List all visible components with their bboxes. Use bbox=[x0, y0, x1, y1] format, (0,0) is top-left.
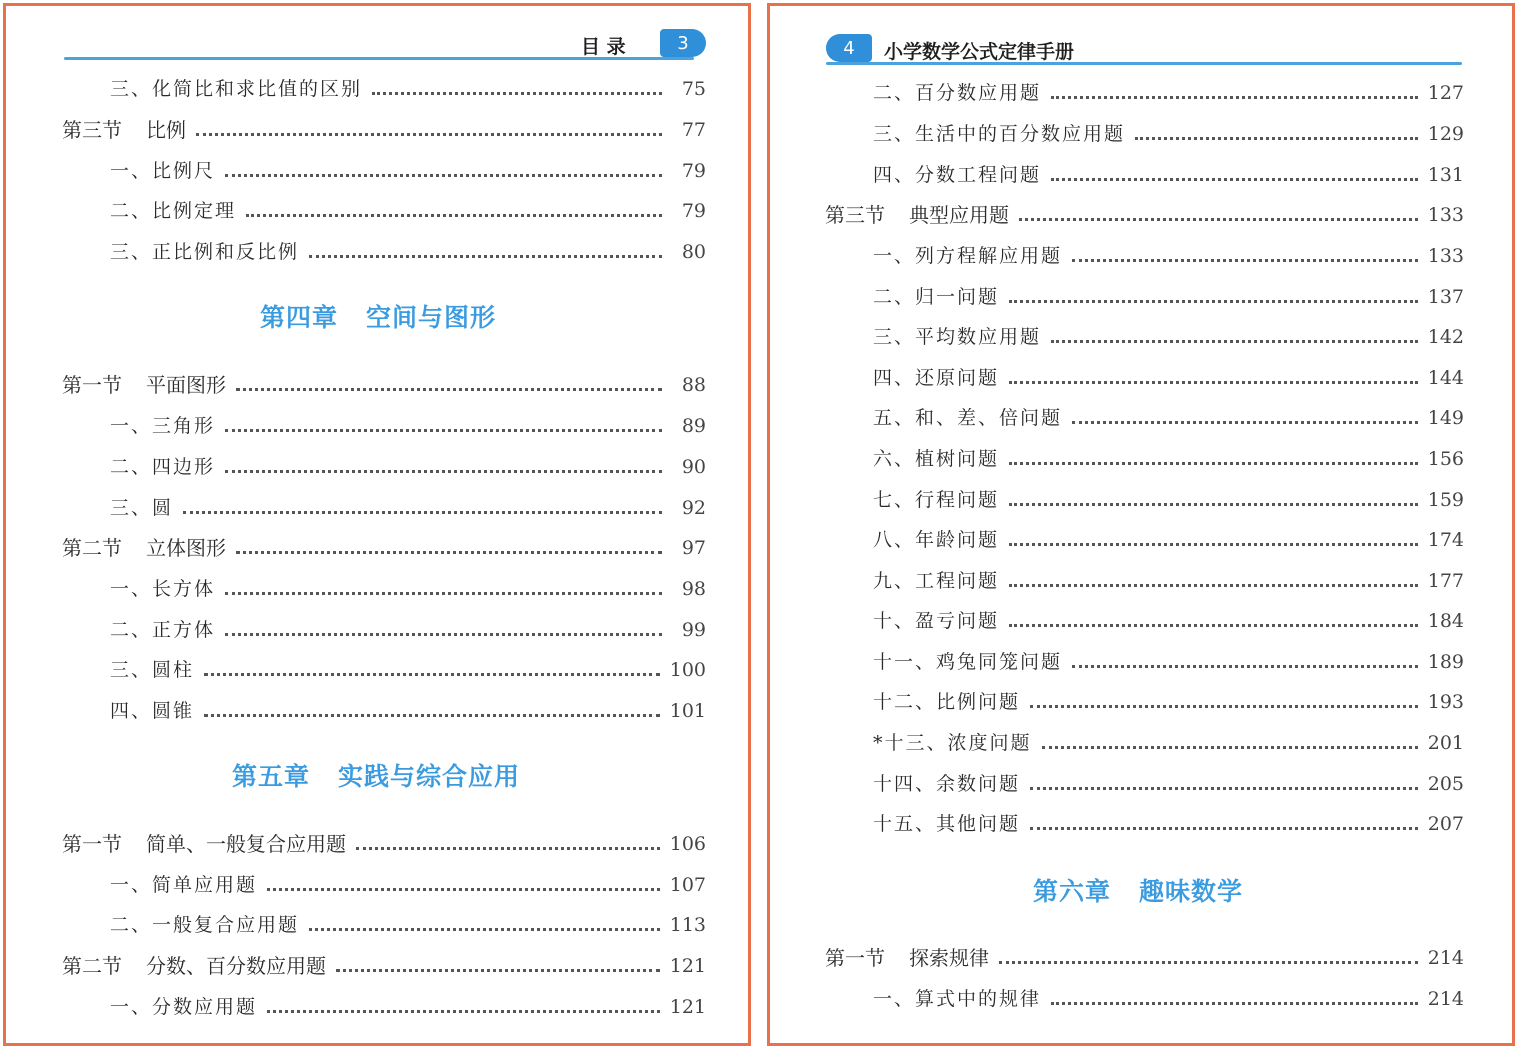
dot-leader bbox=[204, 714, 660, 717]
dot-leader bbox=[204, 673, 660, 676]
toc-item-row[interactable] bbox=[873, 564, 1464, 594]
item-title: 一、简单应用题 bbox=[110, 874, 258, 896]
toc-item-row[interactable] bbox=[873, 76, 1464, 106]
dot-leader bbox=[1009, 624, 1418, 627]
toc-entry-title bbox=[110, 76, 362, 102]
page-number: 156 bbox=[1427, 448, 1464, 470]
page-number: 79 bbox=[681, 200, 706, 222]
section-label: 第一节 bbox=[62, 832, 122, 856]
page-number: 121 bbox=[669, 996, 706, 1018]
page-number: 214 bbox=[1427, 947, 1464, 969]
toc-entry-title bbox=[110, 495, 173, 521]
toc-entry-title bbox=[62, 117, 186, 143]
dot-leader bbox=[1030, 827, 1418, 830]
toc-item-row[interactable] bbox=[110, 908, 706, 938]
page-number: 144 bbox=[1427, 367, 1464, 389]
toc-entry-title bbox=[110, 413, 215, 439]
toc-item-row[interactable] bbox=[873, 401, 1464, 431]
toc-item-row[interactable] bbox=[873, 807, 1464, 837]
page-number: 75 bbox=[681, 78, 706, 100]
item-title: 十四、余数问题 bbox=[873, 773, 1021, 795]
dot-leader bbox=[183, 511, 662, 514]
toc-item-row[interactable] bbox=[110, 450, 706, 480]
toc-entry-title bbox=[873, 527, 999, 553]
dot-leader bbox=[1042, 746, 1418, 749]
toc-entry-title bbox=[873, 162, 1041, 188]
toc-entry-title bbox=[873, 80, 1041, 106]
section-name: 简单、一般复合应用题 bbox=[146, 832, 346, 856]
chapter-label: 第五章 bbox=[232, 762, 311, 791]
toc-item-row[interactable] bbox=[873, 483, 1464, 513]
page-number: 174 bbox=[1427, 529, 1464, 551]
page-number: 92 bbox=[681, 497, 706, 519]
dot-leader bbox=[267, 888, 660, 891]
toc-item-row[interactable] bbox=[110, 235, 706, 265]
dot-leader bbox=[1051, 178, 1418, 181]
toc-entry-title bbox=[110, 198, 236, 224]
item-title: 六、植树问题 bbox=[873, 448, 1000, 470]
toc-entry-title bbox=[110, 912, 299, 938]
toc-item-row[interactable] bbox=[110, 694, 706, 724]
toc-section-row[interactable] bbox=[62, 113, 706, 143]
chapter-label: 第六章 bbox=[1033, 877, 1112, 906]
toc-item-row[interactable] bbox=[110, 491, 706, 521]
page-number: 214 bbox=[1427, 988, 1464, 1010]
page-number: 159 bbox=[1427, 489, 1464, 511]
item-title: 一、比例尺 bbox=[110, 160, 216, 182]
item-title: 八、年龄问题 bbox=[873, 529, 1000, 551]
page-number: 99 bbox=[681, 619, 706, 641]
dot-leader bbox=[999, 961, 1418, 964]
toc-entry-title bbox=[873, 649, 1062, 675]
item-title: 二、比例定理 bbox=[110, 200, 237, 222]
item-title: 一、算式中的规律 bbox=[873, 988, 1042, 1010]
toc-section-row[interactable] bbox=[825, 941, 1464, 971]
page-number: 79 bbox=[681, 160, 706, 182]
page-number: 80 bbox=[681, 241, 706, 263]
dot-leader bbox=[196, 133, 662, 136]
item-title: 二、正方体 bbox=[110, 619, 216, 641]
dot-leader bbox=[1135, 137, 1418, 140]
toc-entry-title bbox=[873, 284, 999, 310]
toc-entry-title bbox=[873, 568, 999, 594]
item-title: 三、生活中的百分数应用题 bbox=[873, 123, 1126, 145]
item-title: 七、行程问题 bbox=[873, 489, 1000, 511]
toc-entry-title bbox=[873, 121, 1125, 147]
section-label: 第三节 bbox=[825, 203, 885, 227]
toc-item-row[interactable] bbox=[873, 280, 1464, 310]
toc-entry-title bbox=[873, 811, 1020, 837]
toc-entry-title bbox=[873, 324, 1041, 350]
item-title: 一、列方程解应用题 bbox=[873, 245, 1063, 267]
book-title: 小学数学公式定律手册 bbox=[884, 41, 1075, 63]
dot-leader bbox=[1009, 584, 1418, 587]
toc-entry-title bbox=[62, 535, 226, 561]
toc-item-row[interactable] bbox=[110, 990, 706, 1020]
page-number: 137 bbox=[1427, 286, 1464, 308]
page-number: 177 bbox=[1427, 570, 1464, 592]
page-number: 207 bbox=[1427, 813, 1464, 835]
section-name: 典型应用题 bbox=[909, 203, 1009, 227]
toc-item-row[interactable] bbox=[110, 154, 706, 184]
toc-item-row[interactable] bbox=[873, 767, 1464, 797]
dot-leader bbox=[1009, 462, 1418, 465]
dot-leader bbox=[225, 633, 662, 636]
toc-entry-title bbox=[110, 239, 299, 265]
toc-item-row[interactable] bbox=[110, 653, 706, 683]
dot-leader bbox=[1051, 340, 1418, 343]
dot-leader bbox=[225, 470, 662, 473]
toc-entry-title bbox=[62, 953, 326, 979]
item-title: 二、四边形 bbox=[110, 456, 216, 478]
page-number: 149 bbox=[1427, 407, 1464, 429]
item-title: 十五、其他问题 bbox=[873, 813, 1021, 835]
toc-item-row[interactable] bbox=[873, 442, 1464, 472]
page-number: 88 bbox=[681, 374, 706, 396]
dot-leader bbox=[1009, 300, 1418, 303]
dot-leader bbox=[225, 174, 662, 177]
dot-leader bbox=[372, 92, 662, 95]
dot-leader bbox=[356, 847, 660, 850]
page-number: 121 bbox=[669, 955, 706, 977]
item-title: 四、圆锥 bbox=[110, 700, 195, 722]
toc-entry-title bbox=[62, 831, 346, 857]
toc-entry-title bbox=[873, 487, 999, 513]
toc-entry-title bbox=[873, 771, 1020, 797]
page-number: 201 bbox=[1427, 732, 1464, 754]
toc-entry-title bbox=[825, 945, 989, 971]
toc-section-row[interactable] bbox=[62, 531, 706, 561]
right-page bbox=[767, 3, 1515, 1046]
section-name: 平面图形 bbox=[146, 373, 226, 397]
dot-leader bbox=[1030, 705, 1418, 708]
item-title: 一、长方体 bbox=[110, 578, 216, 600]
dot-leader bbox=[1072, 665, 1418, 668]
dot-leader bbox=[336, 969, 660, 972]
page-number: 142 bbox=[1427, 326, 1464, 348]
item-title: 二、百分数应用题 bbox=[873, 82, 1042, 104]
toc-entry-title bbox=[110, 872, 257, 898]
toc-entry-title bbox=[110, 657, 194, 683]
dot-leader bbox=[1009, 543, 1418, 546]
dot-leader bbox=[236, 388, 662, 391]
toc-entry-title bbox=[825, 202, 1009, 228]
toc-item-row[interactable] bbox=[873, 158, 1464, 188]
table-of-contents-right bbox=[770, 6, 1512, 1043]
item-title: *十三、浓度问题 bbox=[873, 732, 1032, 754]
toc-item-row[interactable] bbox=[110, 72, 706, 102]
toc-entry-title bbox=[110, 617, 215, 643]
item-title: 三、平均数应用题 bbox=[873, 326, 1042, 348]
dot-leader bbox=[1030, 787, 1418, 790]
toc-entry-title bbox=[110, 158, 215, 184]
section-name: 探索规律 bbox=[909, 946, 989, 970]
toc-item-row[interactable] bbox=[873, 239, 1464, 269]
chapter-name: 空间与图形 bbox=[366, 303, 497, 332]
dot-leader bbox=[1051, 1002, 1418, 1005]
dot-leader bbox=[225, 592, 662, 595]
toc-item-row[interactable] bbox=[873, 645, 1464, 675]
toc-item-row[interactable] bbox=[110, 613, 706, 643]
toc-item-row[interactable] bbox=[873, 320, 1464, 350]
section-label: 第一节 bbox=[62, 373, 122, 397]
toc-item-row[interactable] bbox=[873, 523, 1464, 553]
page-number: 189 bbox=[1427, 651, 1464, 673]
dot-leader bbox=[309, 255, 662, 258]
item-title: 十、盈亏问题 bbox=[873, 610, 1000, 632]
toc-item-row[interactable] bbox=[110, 409, 706, 439]
toc-item-row[interactable] bbox=[873, 982, 1464, 1012]
dot-leader bbox=[1009, 381, 1418, 384]
item-title: 十二、比例问题 bbox=[873, 691, 1021, 713]
toc-item-row[interactable] bbox=[110, 194, 706, 224]
page-number: 90 bbox=[681, 456, 706, 478]
dot-leader bbox=[309, 928, 660, 931]
dot-leader bbox=[1019, 218, 1418, 221]
item-title: 二、一般复合应用题 bbox=[110, 914, 300, 936]
section-label: 第三节 bbox=[62, 118, 122, 142]
page-number: 129 bbox=[1427, 123, 1464, 145]
toc-entry-title bbox=[110, 698, 194, 724]
dot-leader bbox=[1072, 259, 1418, 262]
toc-item-row[interactable] bbox=[873, 604, 1464, 634]
chapter-heading[interactable] bbox=[260, 298, 496, 334]
toc-item-row[interactable] bbox=[873, 726, 1464, 756]
item-title: 三、化简比和求比值的区别 bbox=[110, 78, 363, 100]
toc-entry-title bbox=[110, 576, 215, 602]
chapter-heading[interactable] bbox=[232, 757, 520, 793]
item-title: 二、归一问题 bbox=[873, 286, 1000, 308]
dot-leader bbox=[246, 214, 662, 217]
toc-entry-title bbox=[873, 365, 999, 391]
item-title: 十一、鸡兔同笼问题 bbox=[873, 651, 1063, 673]
page-number: 106 bbox=[669, 833, 706, 855]
page-number: 205 bbox=[1427, 773, 1464, 795]
page-number: 184 bbox=[1427, 610, 1464, 632]
section-label: 第二节 bbox=[62, 954, 122, 978]
toc-item-row[interactable] bbox=[110, 868, 706, 898]
item-title: 五、和、差、倍问题 bbox=[873, 407, 1063, 429]
toc-section-row[interactable] bbox=[62, 368, 706, 398]
item-title: 一、三角形 bbox=[110, 415, 216, 437]
toc-entry-title bbox=[873, 730, 1032, 756]
toc-section-row[interactable] bbox=[825, 198, 1464, 228]
toc-entry-title bbox=[110, 454, 215, 480]
toc-entry-title bbox=[62, 372, 226, 398]
page-number: 127 bbox=[1427, 82, 1464, 104]
item-title: 九、工程问题 bbox=[873, 570, 1000, 592]
dot-leader bbox=[1051, 96, 1418, 99]
toc-entry-title bbox=[110, 994, 257, 1020]
page-number: 113 bbox=[669, 914, 706, 936]
dot-leader bbox=[267, 1010, 660, 1013]
page-number: 98 bbox=[681, 578, 706, 600]
item-title: 四、分数工程问题 bbox=[873, 164, 1042, 186]
header-title: 目 录 bbox=[581, 36, 626, 58]
toc-entry-title bbox=[873, 986, 1041, 1012]
toc-entry-title bbox=[873, 446, 999, 472]
chapter-heading[interactable] bbox=[1033, 872, 1243, 908]
toc-entry-title bbox=[873, 608, 999, 634]
page-number: 97 bbox=[681, 537, 706, 559]
left-page bbox=[3, 3, 751, 1046]
page-number: 101 bbox=[669, 700, 706, 722]
toc-entry-title bbox=[873, 689, 1020, 715]
page-number: 133 bbox=[1427, 245, 1464, 267]
section-name: 比例 bbox=[146, 118, 186, 142]
toc-entry-title bbox=[873, 405, 1062, 431]
item-title: 三、圆 bbox=[110, 497, 174, 519]
section-label: 第一节 bbox=[825, 946, 885, 970]
item-title: 四、还原问题 bbox=[873, 367, 1000, 389]
toc-item-row[interactable] bbox=[110, 572, 706, 602]
page-number: 89 bbox=[681, 415, 706, 437]
section-label: 第二节 bbox=[62, 536, 122, 560]
chapter-name: 实践与综合应用 bbox=[338, 762, 521, 791]
page-number: 77 bbox=[681, 119, 706, 141]
dot-leader bbox=[1072, 421, 1418, 424]
item-title: 三、圆柱 bbox=[110, 659, 195, 681]
page-number-badge: 4 bbox=[826, 34, 872, 62]
chapter-label: 第四章 bbox=[260, 303, 339, 332]
page-number-badge: 3 bbox=[660, 29, 706, 57]
section-name: 分数、百分数应用题 bbox=[146, 954, 326, 978]
toc-section-row[interactable] bbox=[62, 949, 706, 979]
toc-item-row[interactable] bbox=[873, 361, 1464, 391]
table-of-contents-left bbox=[6, 6, 748, 1043]
toc-entry-title bbox=[873, 243, 1062, 269]
page-number: 133 bbox=[1427, 204, 1464, 226]
dot-leader bbox=[1009, 503, 1418, 506]
item-title: 三、正比例和反比例 bbox=[110, 241, 300, 263]
page-number: 131 bbox=[1427, 164, 1464, 186]
toc-item-row[interactable] bbox=[873, 117, 1464, 147]
item-title: 一、分数应用题 bbox=[110, 996, 258, 1018]
toc-section-row[interactable] bbox=[62, 827, 706, 857]
page-number: 100 bbox=[669, 659, 706, 681]
dot-leader bbox=[225, 429, 662, 432]
page-number: 107 bbox=[669, 874, 706, 896]
toc-item-row[interactable] bbox=[873, 685, 1464, 715]
chapter-name: 趣味数学 bbox=[1139, 877, 1244, 906]
dot-leader bbox=[236, 551, 662, 554]
page-number: 193 bbox=[1427, 691, 1464, 713]
section-name: 立体图形 bbox=[146, 536, 226, 560]
